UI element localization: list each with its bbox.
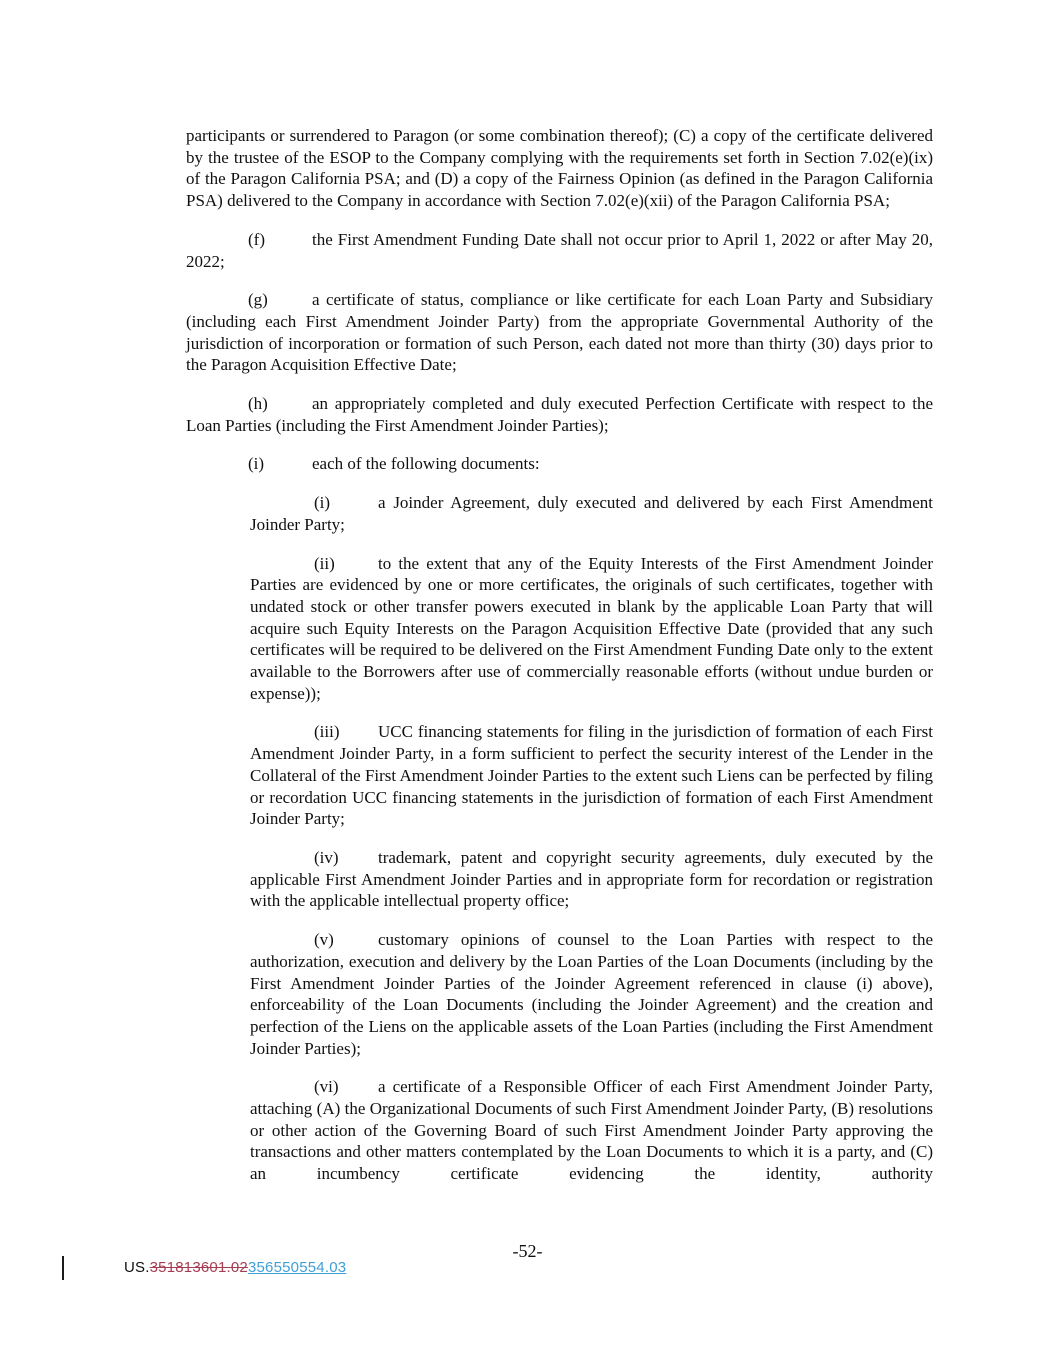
continuation-paragraph — [186, 125, 933, 212]
clause-paragraph-h-3 — [186, 393, 933, 436]
doc-id-deleted-number: 351813601.02 — [149, 1259, 248, 1276]
document-body — [186, 125, 933, 1185]
clause-text: to the extent that any of the Equity Interests of the First Amendment Joinder Parties are evidenced by one or more certificates, the originals of such certificates, together with undated stock or other transfer powers executed in blank by the applicable Loan Party that will acquire such Equity Interests on the Paragon Acquisition Effective Date (provided that any such certificates will be required to be delivered on the First Amendment Funding Date only to the extent available to the Borrowers after use of commercially reasonable efforts (without undue burden or expense)); — [250, 553, 933, 703]
page-number: -52- — [512, 1241, 543, 1261]
clause-label: (iv) — [314, 847, 339, 867]
clause-text: an appropriately completed and duly executed Perfection Certificate with respect to the Loan Parties (including the First Amendment Joinder Parties); — [186, 394, 933, 435]
clause-paragraph-v-9 — [250, 929, 933, 1059]
clause-paragraph-g-2 — [186, 289, 933, 376]
clause-text: participants or surrendered to Paragon (or some combination thereof); (C) a copy of the certificate delivered by the trustee of the ESOP to the Company complying with the requirements set forth in Section 7.02(e)(ix) of the Paragon California PSA; and (D) a copy of the Fairness Opinion (as defined in the Paragon California PSA) delivered to the Company in accordance with Section 7.02(e)(xii) of the Paragon California PSA; — [186, 126, 933, 211]
clause-text: a certificate of a Responsible Officer of each First Amendment Joinder Party, attaching (A) the Organizational Documents of such First Amendment Joinder Party, (B) resolutions or other action of the Governing Board of such First Amendment Joinder Party approving the transactions and other matters contemplated by the Loan Documents to which it is a party, and (C) an incumbency certificate evidencing the identity, authority — [250, 1077, 933, 1184]
clause-text: a certificate of status, compliance or like certificate for each Loan Party and Subsidiary (including each First Amendment Joinder Party) from the appropriate Governmental Authority of the jurisdiction of incorporation or formation of such Person, each dated not more than thirty (30) days prior to the Paragon Acquisition Effective Date; — [186, 290, 933, 375]
clause-label: (vi) — [314, 1077, 339, 1097]
clause-paragraph-iv-8 — [250, 847, 933, 912]
clause-label: (iii) — [314, 722, 340, 742]
clause-paragraph-vi-10 — [250, 1076, 933, 1185]
clause-text: customary opinions of counsel to the Loan Parties with respect to the authorization, execution and delivery by the Loan Parties of the Loan Documents (including by the First Amendment Joinder Parties of the Joinder Agreement referenced in clause (i) above), enforceability of the Loan Documents (including the Joinder Agreement) and the creation and perfection of the Liens on the applicable assets of the Loan Parties (including the First Amendment Joinder Parties); — [250, 930, 933, 1058]
clause-label: (f) — [248, 229, 265, 249]
document-id-footer — [124, 1259, 346, 1276]
clause-paragraph-iii-7 — [250, 721, 933, 830]
clause-text: UCC financing statements for filing in the jurisdiction of formation of each First Amendment Joinder Party, in a form sufficient to perfect the security interest of the Lender in the Collateral of the First Amendment Joinder Parties to the extent such Liens can be perfected by filing or recordation UCC financing statements in the jurisdiction of formation of each First Amendment Joinder Party; — [250, 722, 933, 829]
clause-label: (i) — [248, 454, 265, 474]
clause-label: (h) — [248, 394, 268, 414]
clause-paragraph-ii-6 — [250, 553, 933, 705]
doc-id-inserted-number: 356550554.03 — [247, 1259, 347, 1276]
clause-label: (v) — [314, 930, 334, 950]
clause-label: (i) — [314, 493, 331, 513]
clause-text: trademark, patent and copyright security agreements, duly executed by the applicable First Amendment Joinder Parties and in appropriate form for recordation or registration with the applicable intellectual property office; — [250, 847, 933, 911]
clause-text: a Joinder Agreement, duly executed and delivered by each First Amendment Joinder Party; — [250, 493, 933, 534]
doc-id-prefix: US. — [124, 1259, 150, 1276]
clause-text: the First Amendment Funding Date shall not occur prior to April 1, 2022 or after May 20, 2022; — [186, 229, 933, 271]
clause-text: each of the following documents: — [312, 454, 540, 474]
clause-paragraph-i-4 — [186, 453, 933, 475]
change-bar — [62, 1256, 64, 1280]
clause-label: (ii) — [314, 553, 335, 573]
clause-label: (g) — [248, 290, 268, 310]
clause-paragraph-f-1 — [186, 229, 933, 272]
clause-paragraph-i-5 — [250, 492, 933, 535]
